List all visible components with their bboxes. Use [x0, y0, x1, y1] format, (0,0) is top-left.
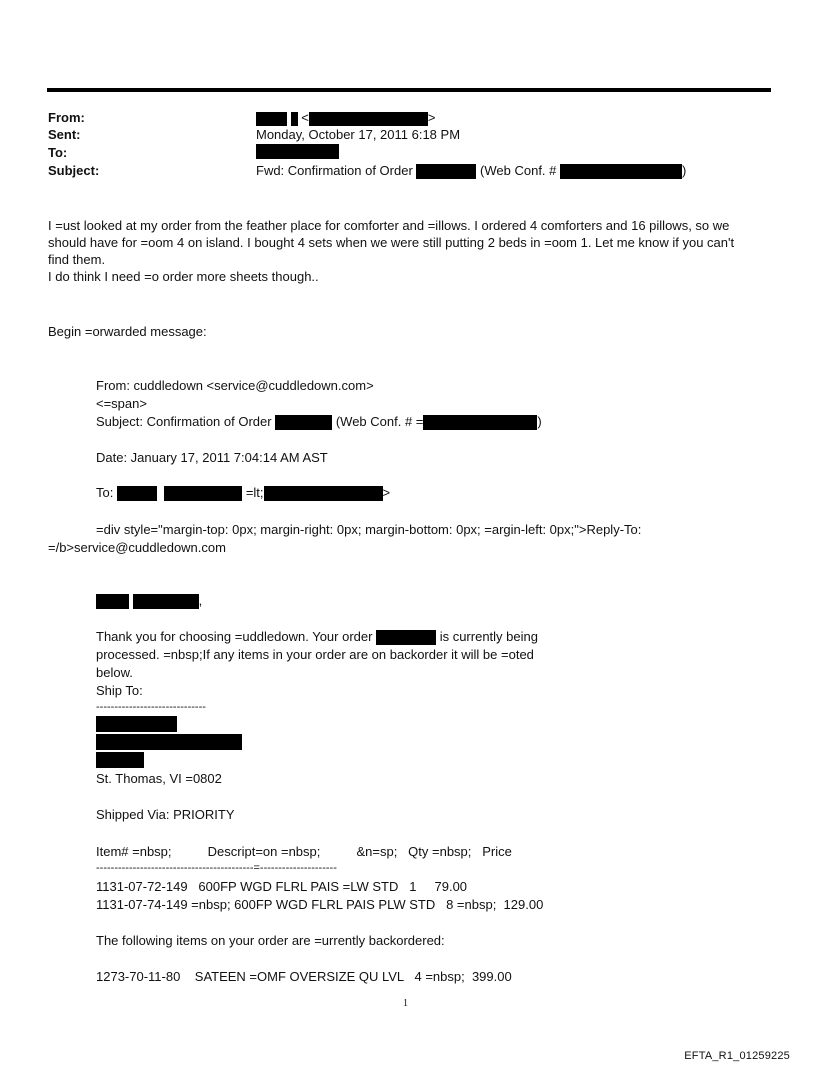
redacted-block: [309, 112, 428, 126]
from-lt: <: [301, 110, 309, 125]
redacted-block: [416, 164, 476, 179]
thanks-1a: Thank you for choosing =uddledown. Your order: [96, 629, 373, 644]
from-gt: >: [427, 110, 436, 125]
redacted-block: [256, 112, 287, 126]
subject-label: Subject:: [48, 163, 100, 178]
body-line-2: should have for =oom 4 on island. I bought 4 sets when we were still putting 2 beds in =oom 1. Let me know if you can't: [48, 235, 735, 250]
sent-label: Sent:: [48, 127, 81, 142]
ship-dashes: ------------------------------: [96, 701, 206, 713]
thanks-line-2: processed. =nbsp;If any items in your order are on backorder it will be =oted: [96, 647, 534, 662]
from-value: [256, 110, 435, 126]
redacted-block: [256, 144, 339, 159]
thanks-line-3: below.: [96, 665, 133, 680]
ship-to-label: Ship To:: [96, 683, 143, 698]
redacted-block: [96, 716, 177, 732]
fwd-reply-to: =/b>service@cuddledown.com: [48, 540, 226, 555]
redacted-block: [96, 594, 129, 609]
fwd-to-lt: =lt;: [245, 485, 264, 500]
body-line-1: I =ust looked at my order from the feather place for comforter and =illows. I ordered 4 comforters and 16 pillows, so we: [48, 218, 730, 233]
backorder-note: The following items on your order are =urrently backordered:: [96, 933, 445, 948]
to-label: To:: [48, 145, 68, 160]
fwd-subject-middle: (Web Conf. # =: [335, 414, 424, 429]
thanks-1b: is currently being: [439, 629, 538, 644]
item-row-3: 1273-70-11-80 SATEEN =OMF OVERSIZE QU LVL 4 =nbsp; 399.00: [96, 969, 512, 984]
subject-middle: (Web Conf. #: [480, 163, 557, 178]
city-line: St. Thomas, VI =0802: [96, 771, 222, 786]
redacted-block: [133, 594, 199, 609]
document-id: EFTA_R1_01259225: [684, 1050, 790, 1062]
greeting: [96, 593, 202, 609]
redacted-block: [96, 752, 144, 768]
fwd-subject-prefix: Subject: Confirmation of Order: [96, 414, 272, 429]
body-line-3: find them.: [48, 252, 106, 267]
fwd-to-label: To:: [96, 485, 114, 500]
shipped-via: Shipped Via: PRIORITY: [96, 807, 235, 822]
redacted-block: [164, 486, 242, 501]
redacted-block: [275, 415, 332, 430]
subject-prefix: Fwd: Confirmation of Order: [256, 163, 413, 178]
fwd-from: From: cuddledown <service@cuddledown.com>: [96, 378, 374, 393]
fwd-div-line: =div style="margin-top: 0px; margin-right: 0px; margin-bottom: 0px; =argin-left: 0px;">Reply-To:: [96, 522, 642, 537]
subject-end: ): [682, 163, 687, 178]
redacted-block: [423, 415, 537, 430]
item-row-1: 1131-07-72-149 600FP WGD FLRL PAIS =LW STD 1 79.00: [96, 879, 468, 894]
fwd-span: <=span>: [96, 396, 147, 411]
thanks-line-1: [96, 629, 538, 645]
header-divider: [47, 88, 771, 92]
fwd-to-gt: >: [382, 485, 391, 500]
greeting-comma: ,: [198, 593, 203, 608]
fwd-subject-end: ): [537, 414, 542, 429]
body-line-4: I do think I need =o order more sheets though..: [48, 269, 319, 284]
redacted-block: [96, 734, 242, 750]
sent-value: Monday, October 17, 2011 6:18 PM: [256, 127, 461, 142]
items-header: Item# =nbsp; Descript=on =nbsp; &n=sp; Qty =nbsp; Price: [96, 844, 512, 859]
redacted-block: [291, 112, 298, 126]
redacted-block: [117, 486, 157, 501]
item-row-2: 1131-07-74-149 =nbsp; 600FP WGD FLRL PAIS PLW STD 8 =nbsp; 129.00: [96, 897, 544, 912]
from-label: From:: [48, 110, 85, 125]
page-number: 1: [403, 998, 408, 1009]
redacted-block: [264, 486, 383, 501]
forward-intro: Begin =orwarded message:: [48, 324, 207, 339]
fwd-subject: [96, 414, 542, 430]
redacted-block: [376, 630, 436, 645]
fwd-date: Date: January 17, 2011 7:04:14 AM AST: [96, 450, 328, 465]
redacted-block: [560, 164, 682, 179]
subject-value: [256, 163, 686, 179]
items-dashes: -------------------------------------------=---------------------: [96, 862, 337, 874]
fwd-to: [96, 485, 390, 501]
